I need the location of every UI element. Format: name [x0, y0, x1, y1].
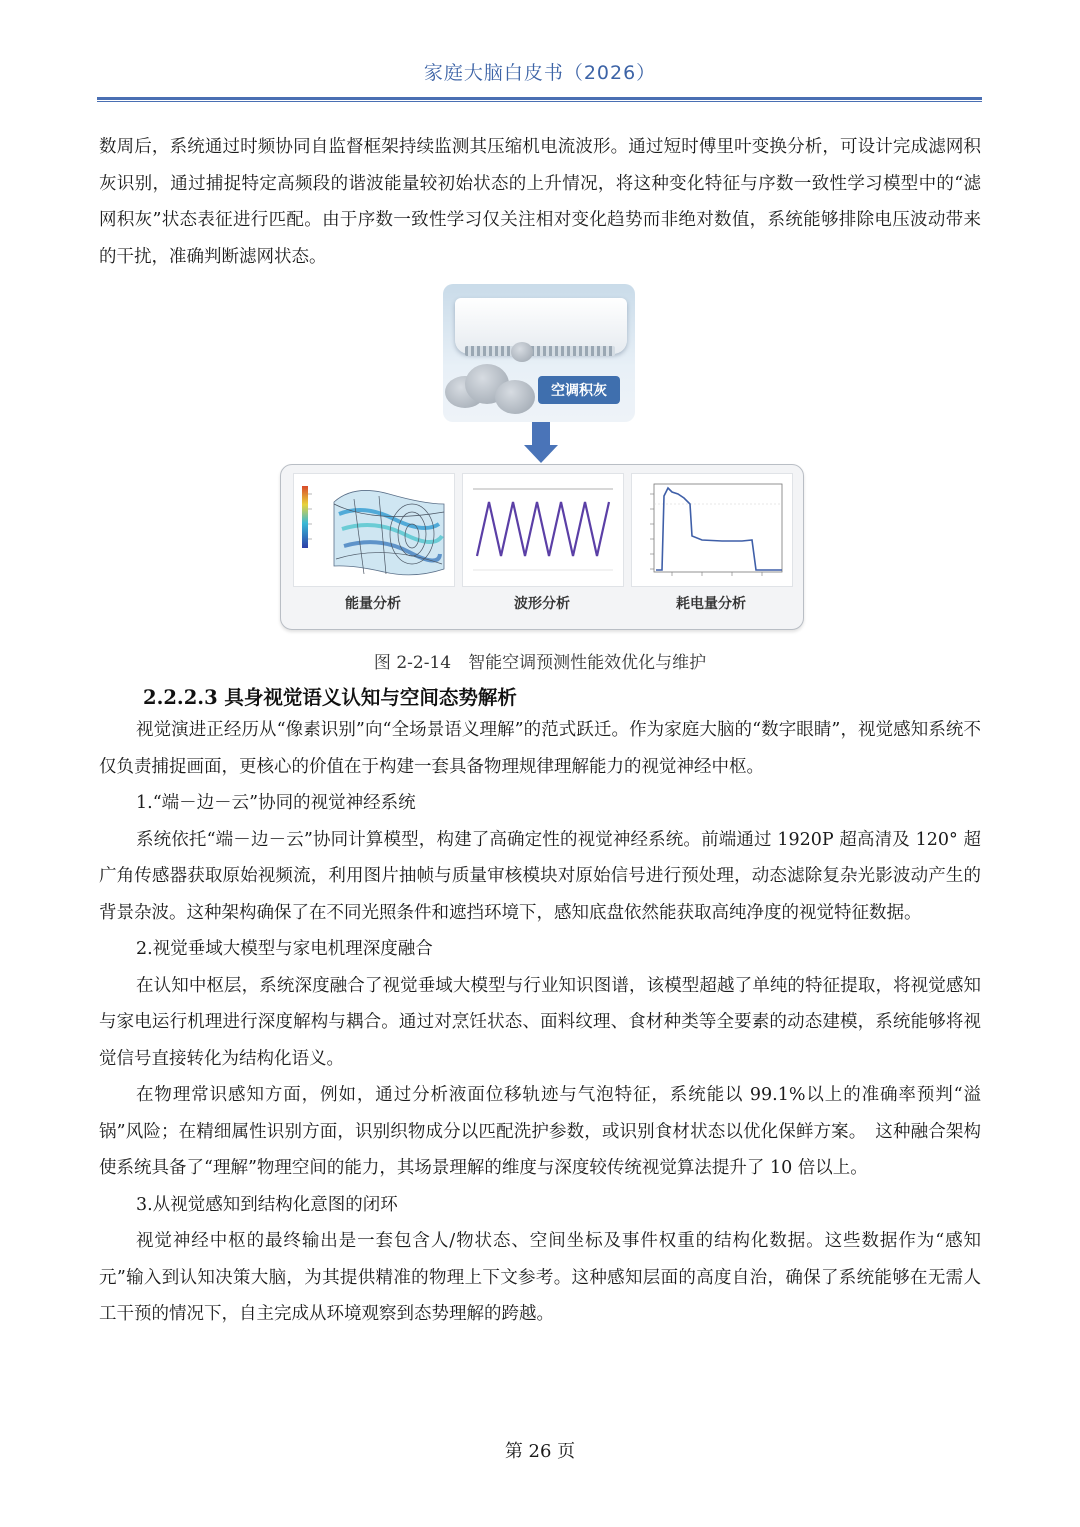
down-arrow-head-icon — [524, 445, 558, 463]
dust-cloud — [511, 342, 533, 362]
waveform-analysis-label: 波形分析 — [514, 596, 570, 612]
power-consumption-plot — [631, 473, 793, 587]
subsection-title: 1.“端－边－云”协同的视觉神经系统 — [136, 793, 416, 813]
energy-analysis-plot — [293, 473, 455, 587]
analysis-panel — [280, 464, 804, 630]
header-divider-thin — [97, 101, 982, 102]
figure-ac-maintenance — [280, 282, 802, 630]
section-paragraph: 在物理常识感知方面，例如，通过分析液面位移轨迹与气泡特征，系统能以 99.1%以上的准确率预判“溢锅”风险；在精细属性识别方面，识别织物成分以匹配洗护参数，或识别食材状态以优化保鲜方案。 这种融合架构使系统具备了“理解”物理空间的能力，其场景理解的维度与深度较传统视觉算法提升了 10 倍以上。 — [99, 1085, 981, 1178]
energy-analysis-label: 能量分析 — [345, 596, 401, 612]
ac-dust-photo — [443, 284, 635, 422]
power-consumption-label: 耗电量分析 — [676, 596, 746, 612]
down-arrow-icon — [532, 422, 550, 446]
air-conditioner-vent — [465, 346, 615, 356]
figure-caption: 图 2-2-14 智能空调预测性能效优化与维护 — [373, 653, 707, 673]
section-body — [99, 712, 981, 1333]
ac-dust-label: 空调积灰 — [551, 383, 607, 399]
subsection-title: 3.从视觉感知到结构化意图的闭环 — [136, 1194, 398, 1215]
page-number: 第 26 页 — [504, 1441, 576, 1462]
section-paragraph: 在认知中枢层，系统深度融合了视觉垂域大模型与行业知识图谱，该模型超越了单纯的特征提取，将视觉感知与家电运行机理进行深度解构与耦合。通过对烹饪状态、面料纹理、食材种类等全要素的动态建模，系统能够将视觉信号直接转化为结构化语义。 — [99, 975, 981, 1069]
dust-cloud — [495, 380, 535, 414]
waveform-analysis-plot — [462, 473, 624, 587]
ac-dust-label-box — [538, 376, 620, 404]
header-divider — [97, 97, 982, 100]
section-paragraph: 视觉演进正经历从“像素识别”向“全场景语义理解”的范式跃迁。作为家庭大脑的“数字眼睛”，视觉感知系统不仅负责捕捉画面，更核心的价值在于构建一套具备物理规律理解能力的视觉神经中枢。 — [99, 720, 981, 777]
intro-paragraph: 数周后，系统通过时频协同自监督框架持续监测其压缩机电流波形。通过短时傅里叶变换分析，可设计完成滤网积灰识别，通过捕捉特定高频段的谐波能量较初始状态的上升情况，将这种变化特征与序数一致性学习模型中的“滤网积灰”状态表征进行匹配。由于序数一致性学习仅关注相对变化趋势而非绝对数值，系统能够排除电压波动带来的干扰，准确判断滤网状态。 — [99, 137, 981, 267]
waveform-graphic — [463, 474, 623, 586]
section-paragraph: 视觉神经中枢的最终输出是一套包含人/物状态、空间坐标及事件权重的结构化数据。这些数据作为“感知元”输入到认知决策大脑，为其提供精准的物理上下文参考。这种感知层面的高度自治，确保了系统能够在无需人工干预的情况下，自主完成从环境观察到态势理解的跨越。 — [99, 1231, 981, 1324]
energy-heatmap-graphic — [294, 474, 454, 586]
running-header-title: 家庭大脑白皮书（2026） — [423, 62, 657, 84]
subsection-title: 2.视觉垂域大模型与家电机理深度融合 — [136, 939, 433, 959]
power-consumption-graphic — [632, 474, 792, 586]
section-paragraph: 系统依托“端－边－云”协同计算模型，构建了高确定性的视觉神经系统。前端通过 1920P 超高清及 120° 超广角传感器获取原始视频流，利用图片抽帧与质量审核模块对原始信号进行预处理，动态滤除复杂光影波动产生的背景杂波。这种架构确保了在不同光照条件和遮挡环境下，感知底盘依然能获取高纯净度的视觉特征数据。 — [99, 829, 981, 923]
section-heading: 2.2.2.3 具身视觉语义认知与空间态势解析 — [143, 686, 517, 709]
intro-paragraph-block — [99, 129, 981, 275]
